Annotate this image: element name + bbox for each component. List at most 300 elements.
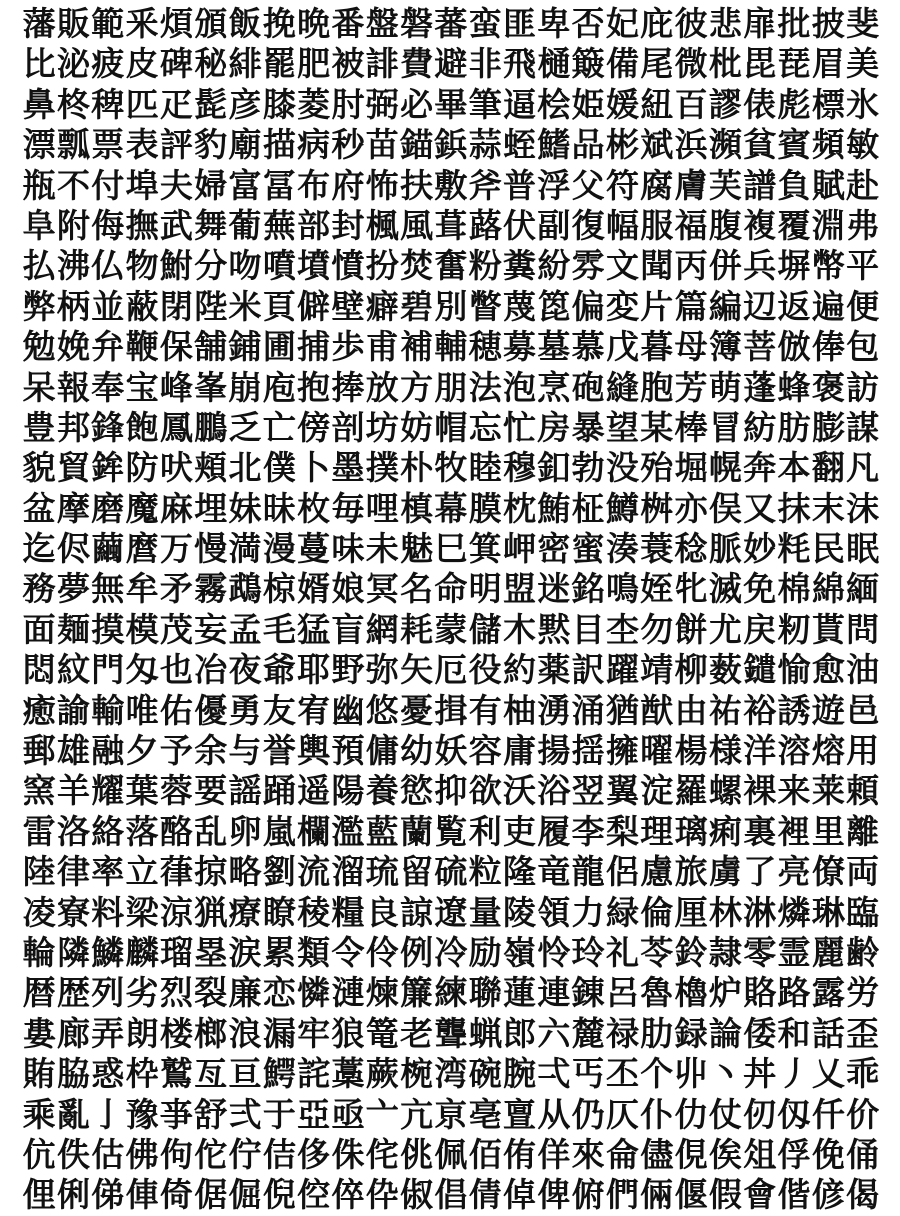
glyph: 謡 (228, 771, 262, 811)
glyph: 彬 (605, 125, 639, 165)
glyph: 麿 (125, 529, 159, 569)
glyph: 枇 (708, 44, 742, 84)
glyph: 没 (605, 448, 639, 488)
glyph: 薬 (537, 650, 571, 690)
glyph: 病 (297, 125, 331, 165)
glyph: 余 (194, 731, 228, 771)
glyph: 庇 (640, 4, 674, 43)
glyph: 冒 (708, 407, 742, 447)
glyph: 曜 (640, 731, 674, 771)
glyph: 布 (297, 165, 331, 205)
glyph: 誘 (777, 690, 811, 730)
glyph: 鳴 (605, 569, 639, 609)
glyph: 蕗 (468, 205, 502, 245)
glyph: 銘 (571, 569, 605, 609)
glyph: 吏 (503, 811, 537, 851)
glyph: 卑 (537, 4, 571, 43)
glyph: 緑 (605, 892, 639, 932)
glyph-row (22, 206, 880, 246)
glyph: 密 (537, 529, 571, 569)
glyph: 棉 (777, 569, 811, 609)
glyph: 頻 (811, 125, 845, 165)
glyph: 片 (640, 286, 674, 326)
glyph-row (22, 1135, 880, 1175)
glyph: 疲 (91, 44, 125, 84)
glyph: 猛 (297, 609, 331, 649)
glyph: 欄 (297, 811, 331, 851)
glyph: 畢 (434, 84, 468, 124)
glyph: 奔 (743, 448, 777, 488)
glyph: 嶺 (503, 932, 537, 972)
glyph: 妃 (605, 4, 639, 43)
glyph: 盆 (22, 488, 56, 528)
glyph: 鋒 (91, 407, 125, 447)
glyph: 粒 (468, 852, 502, 892)
glyph: 不 (56, 165, 90, 205)
glyph: 鉾 (91, 448, 125, 488)
glyph: 類 (297, 932, 331, 972)
glyph: 娘 (331, 569, 365, 609)
glyph: 累 (262, 932, 296, 972)
glyph: 魅 (400, 529, 434, 569)
glyph: 倨 (194, 1175, 228, 1215)
glyph: 猟 (194, 892, 228, 932)
glyph: 簾 (400, 973, 434, 1013)
glyph: 釆 (125, 4, 159, 43)
glyph: 瞥 (468, 286, 502, 326)
glyph: 芳 (674, 367, 708, 407)
glyph: 略 (228, 852, 262, 892)
glyph: 泌 (56, 44, 90, 84)
glyph: 遼 (434, 892, 468, 932)
glyph: 佛 (125, 1134, 159, 1174)
glyph: 髭 (194, 84, 228, 124)
glyph: 輔 (434, 327, 468, 367)
glyph: 模 (125, 609, 159, 649)
glyph: 有 (468, 690, 502, 730)
glyph: 倥 (297, 1175, 331, 1215)
glyph: 倬 (503, 1175, 537, 1215)
glyph: 噴 (262, 246, 296, 286)
glyph: 于 (262, 1094, 296, 1134)
glyph: 碧 (400, 286, 434, 326)
glyph: 怖 (365, 165, 399, 205)
glyph: 約 (503, 650, 537, 690)
glyph: 某 (640, 407, 674, 447)
glyph: 否 (571, 4, 605, 43)
glyph: 廊 (56, 1013, 90, 1053)
glyph: 氷 (846, 84, 880, 124)
glyph: 窯 (22, 771, 56, 811)
glyph: 票 (91, 125, 125, 165)
glyph: 擁 (605, 731, 639, 771)
glyph: 六 (537, 1013, 571, 1053)
glyph: 矛 (159, 569, 193, 609)
glyph: 本 (777, 448, 811, 488)
glyph: 詫 (297, 1054, 331, 1094)
glyph: 蕪 (262, 205, 296, 245)
glyph: 粍 (777, 529, 811, 569)
glyph: 母 (674, 327, 708, 367)
glyph: 侭 (56, 529, 90, 569)
glyph: 翌 (571, 771, 605, 811)
glyph: 復 (571, 205, 605, 245)
glyph: 羊 (56, 771, 90, 811)
glyph: 亡 (262, 407, 296, 447)
glyph: 辺 (743, 286, 777, 326)
glyph: 倅 (331, 1175, 365, 1215)
glyph: 佚 (56, 1134, 90, 1174)
glyph: 留 (400, 852, 434, 892)
glyph: 槙 (400, 488, 434, 528)
glyph: 个 (640, 1054, 674, 1094)
glyph: 励 (468, 932, 502, 972)
glyph: 耶 (297, 650, 331, 690)
glyph: 婦 (194, 165, 228, 205)
glyph: 稔 (674, 529, 708, 569)
glyph: 仍 (571, 1094, 605, 1134)
glyph: 俶 (400, 1175, 434, 1215)
glyph: 和 (777, 1013, 811, 1053)
glyph: 舗 (194, 327, 228, 367)
glyph: 萌 (708, 367, 742, 407)
glyph: 範 (91, 4, 125, 43)
glyph: 仏 (91, 246, 125, 286)
glyph: 俚 (22, 1175, 56, 1215)
glyph: 匁 (125, 650, 159, 690)
glyph: 予 (159, 731, 193, 771)
glyph: 蓑 (640, 529, 674, 569)
glyph: 扶 (400, 165, 434, 205)
glyph: 扮 (365, 246, 399, 286)
glyph: 富 (228, 165, 262, 205)
glyph: 楓 (365, 205, 399, 245)
glyph: 分 (194, 246, 228, 286)
glyph: 肋 (640, 1013, 674, 1053)
glyph: 疋 (159, 84, 193, 124)
glyph: 慢 (194, 529, 228, 569)
glyph: 偃 (674, 1175, 708, 1215)
glyph-row (22, 1095, 880, 1135)
glyph: 練 (434, 973, 468, 1013)
glyph: 鰭 (537, 125, 571, 165)
glyph: 秒 (331, 125, 365, 165)
glyph: 裂 (194, 973, 228, 1013)
glyph: 吠 (159, 448, 193, 488)
glyph: 描 (262, 125, 296, 165)
glyph: 蕃 (434, 4, 468, 43)
glyph: 斌 (640, 125, 674, 165)
glyph: 峰 (159, 367, 193, 407)
glyph: 侑 (503, 1134, 537, 1174)
glyph: 肘 (331, 84, 365, 124)
glyph: 零 (743, 932, 777, 972)
glyph: 酪 (159, 811, 193, 851)
glyph: 批 (777, 4, 811, 43)
glyph: 餅 (674, 609, 708, 649)
glyph: 夕 (125, 731, 159, 771)
glyph: 丼 (743, 1054, 777, 1094)
glyph: 僕 (262, 448, 296, 488)
glyph: 俛 (811, 1134, 845, 1174)
glyph: 文 (605, 246, 639, 286)
glyph: 阜 (22, 205, 56, 245)
glyph: 包 (846, 327, 880, 367)
glyph: 杢 (605, 609, 639, 649)
glyph: 枕 (503, 488, 537, 528)
glyph: 俤 (91, 1175, 125, 1215)
glyph: 両 (846, 852, 880, 892)
glyph: 佑 (159, 690, 193, 730)
glyph: 率 (91, 852, 125, 892)
glyph: 藁 (331, 1054, 365, 1094)
glyph: 紛 (537, 246, 571, 286)
glyph: 邦 (56, 407, 90, 447)
glyph: 必 (400, 84, 434, 124)
glyph: 輸 (91, 690, 125, 730)
glyph: 紡 (743, 407, 777, 447)
glyph: 癒 (22, 690, 56, 730)
glyph: 偕 (777, 1175, 811, 1215)
glyph: 宝 (125, 367, 159, 407)
glyph: 燐 (777, 892, 811, 932)
glyph: 賄 (22, 1054, 56, 1094)
glyph: 稜 (297, 892, 331, 932)
glyph: 伶 (365, 932, 399, 972)
glyph: 鷲 (159, 1054, 193, 1094)
glyph: 露 (811, 973, 845, 1013)
glyph: 厘 (674, 892, 708, 932)
glyph: 毘 (743, 44, 777, 84)
glyph: 里 (811, 811, 845, 851)
glyph: 俟 (708, 1134, 742, 1174)
glyph: 孟 (228, 609, 262, 649)
glyph-row (22, 246, 880, 286)
glyph: 煉 (365, 973, 399, 1013)
glyph: 涼 (159, 892, 193, 932)
glyph: 湾 (434, 1054, 468, 1094)
glyph: 呆 (22, 367, 56, 407)
glyph: 勿 (640, 609, 674, 649)
glyph: 蔑 (503, 286, 537, 326)
glyph: 宥 (297, 690, 331, 730)
glyph: 倆 (640, 1175, 674, 1215)
glyph: 慕 (571, 327, 605, 367)
glyph: 雰 (571, 246, 605, 286)
glyph: 簸 (571, 44, 605, 84)
glyph: 翻 (811, 448, 845, 488)
glyph: 貿 (56, 448, 90, 488)
glyph: 様 (708, 731, 742, 771)
glyph: 貌 (22, 448, 56, 488)
glyph: 肥 (297, 44, 331, 84)
glyph: 霊 (777, 932, 811, 972)
glyph: 弗 (846, 205, 880, 245)
glyph: 牟 (125, 569, 159, 609)
glyph: 亟 (331, 1094, 365, 1134)
glyph: 錬 (571, 973, 605, 1013)
glyph: 容 (468, 731, 502, 771)
glyph: 隷 (708, 932, 742, 972)
glyph: 聾 (434, 1013, 468, 1053)
glyph: 丕 (605, 1054, 639, 1094)
glyph: 俸 (811, 327, 845, 367)
glyph: 睦 (468, 448, 502, 488)
glyph: 蓬 (743, 367, 777, 407)
glyph: 穆 (503, 448, 537, 488)
glyph: 評 (159, 125, 193, 165)
glyph: 侏 (331, 1134, 365, 1174)
glyph: 劣 (125, 973, 159, 1013)
glyph: 捧 (331, 367, 365, 407)
glyph: 歩 (331, 327, 365, 367)
glyph: 乖 (846, 1054, 880, 1094)
glyph: 釦 (537, 448, 571, 488)
glyph: 偈 (846, 1175, 880, 1215)
glyph: 慮 (640, 852, 674, 892)
glyph: 妹 (228, 488, 262, 528)
glyph: 盲 (331, 609, 365, 649)
glyph: 頒 (194, 4, 228, 43)
glyph: 麟 (125, 932, 159, 972)
glyph: 幣 (811, 246, 845, 286)
glyph: 亙 (194, 1054, 228, 1094)
glyph: 妖 (434, 731, 468, 771)
glyph: 保 (159, 327, 193, 367)
glyph: 俔 (674, 1134, 708, 1174)
glyph: 要 (194, 771, 228, 811)
glyph: 米 (228, 286, 262, 326)
glyph: 幼 (400, 731, 434, 771)
glyph: 沸 (56, 246, 90, 286)
glyph: 冷 (434, 932, 468, 972)
glyph: 苗 (365, 125, 399, 165)
glyph: 烈 (159, 973, 193, 1013)
glyph-row (22, 893, 880, 933)
glyph: 匹 (125, 84, 159, 124)
glyph: 佻 (400, 1134, 434, 1174)
glyph: 返 (777, 286, 811, 326)
glyph: 稗 (91, 84, 125, 124)
glyph-row (22, 731, 880, 771)
glyph: 櫓 (674, 973, 708, 1013)
glyph: 彦 (228, 84, 262, 124)
glyph: 瞭 (262, 892, 296, 932)
glyph: 亠 (365, 1094, 399, 1134)
glyph: 揖 (434, 690, 468, 730)
glyph: 綿 (811, 569, 845, 609)
glyph: 亳 (468, 1094, 502, 1134)
glyph: 价 (846, 1094, 880, 1134)
glyph: 舒 (194, 1094, 228, 1134)
glyph: 補 (400, 327, 434, 367)
glyph: 楊 (674, 731, 708, 771)
glyph: 欲 (468, 771, 502, 811)
glyph: 葡 (228, 205, 262, 245)
glyph: 論 (708, 1013, 742, 1053)
glyph: 竜 (537, 852, 571, 892)
glyph: 砲 (571, 367, 605, 407)
glyph: 弊 (22, 286, 56, 326)
glyph: 盤 (365, 4, 399, 43)
glyph: 弼 (365, 84, 399, 124)
glyph: 蒙 (434, 609, 468, 649)
glyph: 融 (91, 731, 125, 771)
glyph: 尤 (708, 609, 742, 649)
glyph: 齢 (846, 932, 880, 972)
glyph: 武 (159, 205, 193, 245)
glyph: 晩 (297, 4, 331, 43)
glyph: 役 (468, 650, 502, 690)
glyph: 倭 (743, 1013, 777, 1053)
glyph-row (22, 44, 880, 84)
glyph: 怜 (537, 932, 571, 972)
glyph: 旅 (674, 852, 708, 892)
glyph: 侮 (91, 205, 125, 245)
glyph: 猶 (605, 690, 639, 730)
glyph: 利 (468, 811, 502, 851)
glyph: 摩 (56, 488, 90, 528)
glyph: 鞭 (125, 327, 159, 367)
glyph: 埠 (125, 165, 159, 205)
glyph: 箆 (537, 286, 571, 326)
glyph: 塁 (194, 932, 228, 972)
glyph: 風 (400, 205, 434, 245)
glyph: 幽 (331, 690, 365, 730)
glyph: 無 (91, 569, 125, 609)
glyph: 豹 (194, 125, 228, 165)
glyph: 麺 (56, 609, 90, 649)
glyph: 幕 (434, 488, 468, 528)
glyph: 廉 (228, 973, 262, 1013)
glyph: 緬 (846, 569, 880, 609)
glyph: 郎 (503, 1013, 537, 1053)
glyph: 頁 (262, 286, 296, 326)
glyph: 矢 (400, 650, 434, 690)
glyph: 例 (400, 932, 434, 972)
glyph: 卜 (297, 448, 331, 488)
glyph: 俥 (125, 1175, 159, 1215)
glyph: 从 (537, 1094, 571, 1134)
glyph: 木 (503, 609, 537, 649)
glyph: 名 (400, 569, 434, 609)
glyph: 琵 (777, 44, 811, 84)
glyph: 編 (708, 286, 742, 326)
glyph: 亊 (159, 1094, 193, 1134)
glyph: 黙 (537, 609, 571, 649)
glyph: 目 (571, 609, 605, 649)
glyph: 斐 (846, 4, 880, 43)
glyph: 葎 (159, 852, 193, 892)
glyph: 麻 (159, 488, 193, 528)
glyph-row (22, 4, 880, 44)
glyph: 忘 (468, 407, 502, 447)
glyph: 料 (91, 892, 125, 932)
glyph: 椀 (400, 1054, 434, 1094)
glyph: 倚 (159, 1175, 193, 1215)
glyph: 枠 (125, 1054, 159, 1094)
glyph: 路 (777, 973, 811, 1013)
glyph: 飛 (503, 44, 537, 84)
glyph: 悲 (708, 4, 742, 43)
glyph-row (22, 771, 880, 811)
glyph: 府 (331, 165, 365, 205)
glyph: 貧 (743, 125, 777, 165)
glyph: 來 (571, 1134, 605, 1174)
glyph: 力 (571, 892, 605, 932)
glyph: 琳 (811, 892, 845, 932)
glyph: 話 (811, 1013, 845, 1053)
